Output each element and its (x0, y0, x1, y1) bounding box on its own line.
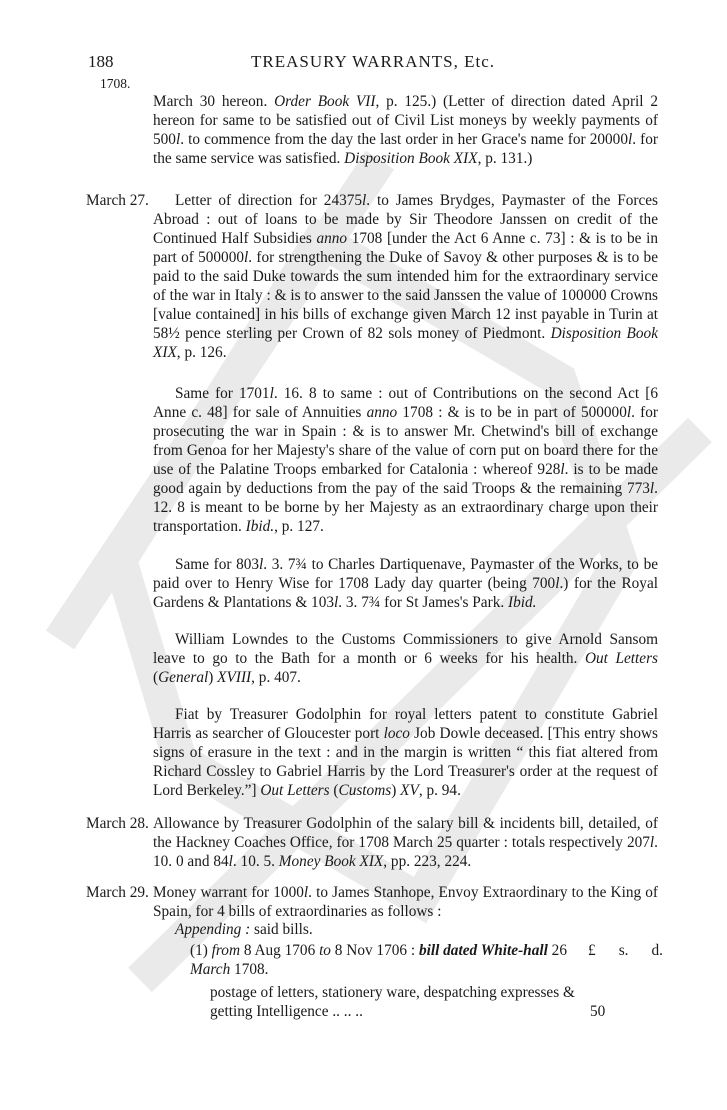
entry-date-march-28: March 28. (86, 815, 149, 832)
bill-item-1-amount: 50 (590, 1003, 606, 1020)
entry-date-march-27: March 27. (86, 192, 149, 209)
entry-date-march-29: March 29. (86, 884, 149, 901)
entry-continuation: March 30 hereon. Order Book VII, p. 125.) (Letter of direction dated April 2 hereon for same to be satisfied out of Civil List moneys by weekly payments of 500l. to commence from the day the last order in her Grace's name for 20000l. for the same service was satisfied. Disposition Book XIX, p. 131.) (153, 93, 658, 167)
pounds-column: £ (588, 942, 596, 959)
entry-brydges-spain: Same for 1701l. 16. 8 to same : out of Contributions on the second Act [6 Anne c. 48] for sale of Annuities anno 1708 : & is to be in part of 500000l. for prosecuting the war in Spain : & is to answer Mr. Chetwind's bill of exchange from Genoa for her Majesty's share of the value of corn put on board there for the use of the Palatine Troops embarked for Catalonia : whereof 928l. is to be made good again by deductions from the pay of the said Troops & the remaining 773l. 12. 8 is meant to be borne by her Majesty as an extraordinary charge upon their transportation. Ibid., p. 127. (153, 385, 658, 535)
marginal-year: 1708. (100, 76, 131, 91)
shillings-column: s. (618, 942, 629, 959)
appending-text: said bills. (254, 921, 313, 938)
currency-columns (588, 941, 663, 960)
entry-hackney-coaches: Allowance by Treasurer Godolphin of the salary bill & incidents bill, detailed, of the Hackney Coaches Office, for 1708 March 25 quarter : totals respectively 207l. 10. 0 and 84l. 10. 5. Money Book XIX, pp. 223, 224. (153, 815, 658, 870)
page-number: 188 (88, 52, 114, 71)
running-title: TREASURY WARRANTS, Etc. (250, 52, 496, 71)
entry-lowndes-customs: William Lowndes to the Customs Commissioners to give Arnold Sansom leave to go to the Bath for a month or 6 weeks for his health. Out Letters (General) XVIII, p. 407. (153, 631, 658, 686)
entry-brydges-savoy: Letter of direction for 24375l. to James Brydges, Paymaster of the Forces Abroad : out of loans to be made by Sir Theodore Janssen on credit of the Continued Half Subsidies anno 1708 [under the Act 6 Anne c. 73] : & is to be in part of 500000l. for strengthening the Duke of Savoy & other purposes & is to be paid to the said Duke towards the sum intended him for the extraordinary service of the war in Italy : & is to answer to the said Janssen the value of 100000 Crowns [value contained] in his bills of exchange given March 12 inst payable in Turin at 58½ pence sterling per Crown of 82 sols money of Piedmont. Disposition Book XIX, p. 126. (153, 192, 658, 361)
appending-line (175, 920, 313, 939)
pence-column: d. (651, 942, 663, 959)
appending-label: Appending : (175, 921, 251, 938)
entry-dartiquenave: Same for 803l. 3. 7¾ to Charles Dartiquenave, Paymaster of the Works, to be paid over to Henry Wise for 1708 Lady day quarter (being 700l.) for the Royal Gardens & Plantations & 103l. 3. 7¾ for St James's Park. Ibid. (153, 556, 659, 611)
page-header (88, 52, 658, 74)
entry-fiat-harris: Fiat by Treasurer Godolphin for royal letters patent to constitute Gabriel Harris as searcher of Gloucester port loco Job Dowle deceased. [This entry shows signs of erasure in the text : and in the margin is written “ this fiat altered from Richard Cossley to Gabriel Harris by the Lord Treasurer's order at the request of Lord Berkeley.”] Out Letters (Customs) XV, p. 94. (153, 706, 658, 799)
entry-stanhope-warrant: Money warrant for 1000l. to James Stanhope, Envoy Extraordinary to the King of Spain, for 4 bills of extraordinaries as follows : (153, 884, 659, 920)
bill-item-1-heading: (1) from 8 Aug 1706 to 8 Nov 1706 : bill dated White-hall 26 March 1708. (190, 942, 567, 978)
bill-item-1-text: postage of letters, stationery ware, despatching expresses & getting Intelligence .. .. .. (210, 984, 575, 1020)
